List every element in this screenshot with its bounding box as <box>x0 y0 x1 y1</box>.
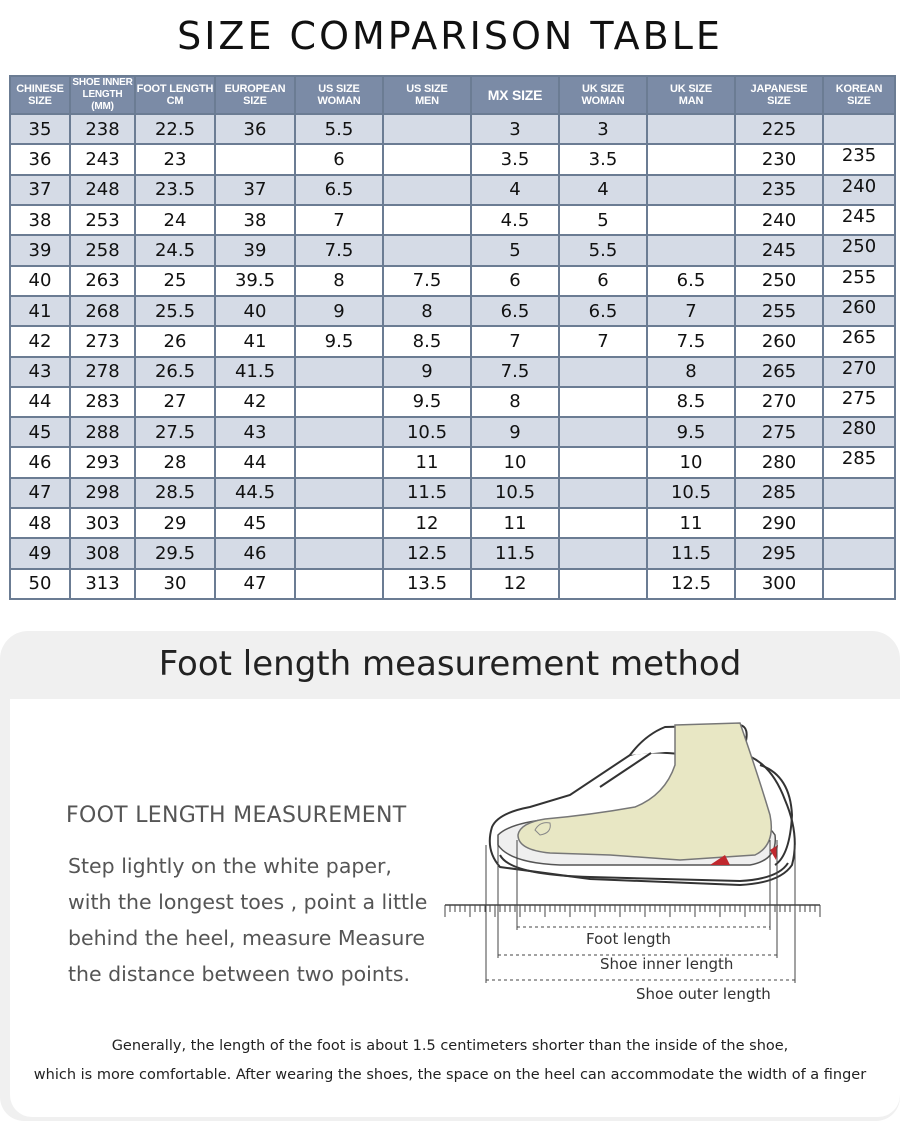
table-cell <box>295 357 383 387</box>
table-cell: 9.5 <box>295 326 383 356</box>
column-header: EUROPEAN SIZE <box>215 76 295 114</box>
table-cell: 4 <box>559 175 647 205</box>
table-cell: 5.5 <box>295 114 383 144</box>
table-cell: 11 <box>471 508 559 538</box>
table-header-row <box>10 76 895 114</box>
table-cell: 10.5 <box>383 417 471 447</box>
table-cell: 280 <box>735 447 823 477</box>
table-row <box>10 447 895 477</box>
table-cell: 4 <box>471 175 559 205</box>
table-cell <box>295 538 383 568</box>
table-cell: 11 <box>647 508 735 538</box>
table-cell: 45 <box>10 417 70 447</box>
table-cell: 288 <box>70 417 135 447</box>
table-cell: 23.5 <box>135 175 215 205</box>
table-cell: 6.5 <box>647 266 735 296</box>
table-cell: 46 <box>215 538 295 568</box>
table-cell: 10.5 <box>471 478 559 508</box>
table-cell: 238 <box>70 114 135 144</box>
table-cell: 260 <box>823 296 895 326</box>
instruction-line: behind the heel, measure Measure <box>68 926 425 950</box>
table-cell: 11.5 <box>383 478 471 508</box>
table-cell: 44 <box>10 387 70 417</box>
table-cell: 290 <box>735 508 823 538</box>
table-cell <box>559 478 647 508</box>
table-cell: 44 <box>215 447 295 477</box>
table-cell: 35 <box>10 114 70 144</box>
page-title: SIZE COMPARISON TABLE <box>177 14 723 58</box>
table-cell <box>295 417 383 447</box>
table-cell <box>295 387 383 417</box>
table-cell <box>823 538 895 568</box>
table-cell: 268 <box>70 296 135 326</box>
table-cell: 248 <box>70 175 135 205</box>
table-cell <box>823 478 895 508</box>
table-cell: 7 <box>647 296 735 326</box>
column-header: KOREAN SIZE <box>823 76 895 114</box>
table-cell: 41.5 <box>215 357 295 387</box>
table-cell <box>559 387 647 417</box>
table-cell: 8 <box>383 296 471 326</box>
table-cell: 25.5 <box>135 296 215 326</box>
table-cell <box>559 538 647 568</box>
table-cell: 5.5 <box>559 235 647 265</box>
table-cell: 29 <box>135 508 215 538</box>
table-cell: 39 <box>215 235 295 265</box>
table-cell: 41 <box>215 326 295 356</box>
table-cell: 8.5 <box>647 387 735 417</box>
table-cell: 7.5 <box>647 326 735 356</box>
table-cell: 47 <box>215 569 295 599</box>
table-cell: 9 <box>295 296 383 326</box>
table-cell: 25 <box>135 266 215 296</box>
table-cell: 265 <box>823 326 895 356</box>
table-cell: 12.5 <box>647 569 735 599</box>
table-cell: 9 <box>471 417 559 447</box>
table-cell: 27 <box>135 387 215 417</box>
measurement-subheading: FOOT LENGTH MEASUREMENT <box>66 803 407 828</box>
table-cell: 3.5 <box>471 144 559 174</box>
table-cell: 260 <box>735 326 823 356</box>
column-header: US SIZE WOMAN <box>295 76 383 114</box>
table-cell: 49 <box>10 538 70 568</box>
table-row <box>10 326 895 356</box>
table-cell: 7.5 <box>471 357 559 387</box>
table-cell: 28 <box>135 447 215 477</box>
table-cell: 243 <box>70 144 135 174</box>
table-cell: 24 <box>135 205 215 235</box>
table-cell: 6 <box>295 144 383 174</box>
table-cell: 3 <box>471 114 559 144</box>
column-header: CHINESE SIZE <box>10 76 70 114</box>
table-cell <box>383 144 471 174</box>
table-cell: 9.5 <box>383 387 471 417</box>
column-header: US SIZE MEN <box>383 76 471 114</box>
table-cell: 10 <box>471 447 559 477</box>
table-cell <box>559 508 647 538</box>
table-cell: 275 <box>735 417 823 447</box>
table-cell: 265 <box>735 357 823 387</box>
table-cell <box>559 417 647 447</box>
shoe-inner-length-label: Shoe inner length <box>600 955 734 973</box>
table-cell: 44.5 <box>215 478 295 508</box>
foot-length-label: Foot length <box>586 930 671 948</box>
table-cell: 7 <box>295 205 383 235</box>
table-cell: 8 <box>295 266 383 296</box>
table-cell: 13.5 <box>383 569 471 599</box>
table-row <box>10 175 895 205</box>
table-row <box>10 114 895 144</box>
table-body <box>10 114 895 599</box>
table-cell: 6.5 <box>295 175 383 205</box>
table-cell: 6 <box>471 266 559 296</box>
table-cell: 255 <box>735 296 823 326</box>
table-row <box>10 417 895 447</box>
table-cell: 270 <box>823 357 895 387</box>
table-cell: 298 <box>70 478 135 508</box>
table-cell: 300 <box>735 569 823 599</box>
table-cell: 278 <box>70 357 135 387</box>
column-header: MX SIZE <box>471 76 559 114</box>
table-cell: 8 <box>647 357 735 387</box>
table-cell: 39.5 <box>215 266 295 296</box>
table-cell <box>295 508 383 538</box>
table-row <box>10 478 895 508</box>
table-cell: 7.5 <box>383 266 471 296</box>
table-cell: 275 <box>823 387 895 417</box>
table-cell <box>647 175 735 205</box>
table-cell: 43 <box>215 417 295 447</box>
table-cell: 11.5 <box>471 538 559 568</box>
table-cell <box>383 235 471 265</box>
table-cell: 41 <box>10 296 70 326</box>
table-cell: 5 <box>559 205 647 235</box>
table-cell: 29.5 <box>135 538 215 568</box>
table-cell <box>215 144 295 174</box>
table-cell: 258 <box>70 235 135 265</box>
table-cell <box>647 114 735 144</box>
table-cell: 6.5 <box>559 296 647 326</box>
table-cell <box>295 478 383 508</box>
table-row <box>10 538 895 568</box>
table-cell: 8 <box>471 387 559 417</box>
table-cell: 12 <box>383 508 471 538</box>
table-cell: 11.5 <box>647 538 735 568</box>
table-cell: 45 <box>215 508 295 538</box>
table-cell: 313 <box>70 569 135 599</box>
shoe-outer-length-label: Shoe outer length <box>636 985 771 1003</box>
table-cell: 30 <box>135 569 215 599</box>
table-cell: 10.5 <box>647 478 735 508</box>
table-cell: 7 <box>471 326 559 356</box>
section-heading: Foot length measurement method <box>158 644 742 684</box>
table-cell: 38 <box>10 205 70 235</box>
table-cell: 7.5 <box>295 235 383 265</box>
table-cell <box>823 569 895 599</box>
table-cell: 6 <box>559 266 647 296</box>
table-cell <box>383 114 471 144</box>
table-cell: 12.5 <box>383 538 471 568</box>
footnote-line-2: which is more comfortable. After wearing the shoes, the space on the heel can accommodate the width of a finger <box>33 1067 867 1083</box>
table-cell: 295 <box>735 538 823 568</box>
size-comparison-table <box>9 75 896 600</box>
table-cell: 3.5 <box>559 144 647 174</box>
table-cell: 26 <box>135 326 215 356</box>
table-cell: 39 <box>10 235 70 265</box>
column-header: SHOE INNER LENGTH (MM) <box>70 76 135 114</box>
measurement-instructions <box>68 848 438 992</box>
table-cell: 47 <box>10 478 70 508</box>
table-cell: 11 <box>383 447 471 477</box>
table-cell <box>295 447 383 477</box>
table-cell: 250 <box>823 235 895 265</box>
ruler <box>445 905 820 917</box>
table-cell: 280 <box>823 417 895 447</box>
table-cell: 42 <box>10 326 70 356</box>
table-cell: 40 <box>215 296 295 326</box>
table-row <box>10 569 895 599</box>
table-cell: 263 <box>70 266 135 296</box>
table-cell <box>559 357 647 387</box>
table-cell: 40 <box>10 266 70 296</box>
column-header: JAPANESE SIZE <box>735 76 823 114</box>
table-cell <box>295 569 383 599</box>
table-cell <box>559 569 647 599</box>
table-cell: 240 <box>735 205 823 235</box>
table-cell: 46 <box>10 447 70 477</box>
table-cell <box>647 144 735 174</box>
table-cell <box>823 114 895 144</box>
table-cell: 8.5 <box>383 326 471 356</box>
table-cell: 5 <box>471 235 559 265</box>
table-cell: 240 <box>823 175 895 205</box>
foot-measurement-diagram <box>440 715 840 1015</box>
table-cell: 285 <box>823 447 895 477</box>
table-cell: 6.5 <box>471 296 559 326</box>
table-cell: 245 <box>823 205 895 235</box>
table-cell: 225 <box>735 114 823 144</box>
table-cell: 7 <box>559 326 647 356</box>
table-cell <box>383 175 471 205</box>
table-cell: 245 <box>735 235 823 265</box>
footnote-line-1: Generally, the length of the foot is about 1.5 centimeters shorter than the inside of the shoe, <box>111 1038 789 1054</box>
table-cell: 28.5 <box>135 478 215 508</box>
table-cell <box>647 205 735 235</box>
table-cell: 12 <box>471 569 559 599</box>
table-cell: 270 <box>735 387 823 417</box>
table-cell: 37 <box>10 175 70 205</box>
table-cell: 42 <box>215 387 295 417</box>
column-header: FOOT LENGTH CM <box>135 76 215 114</box>
table-row <box>10 266 895 296</box>
table-cell: 36 <box>10 144 70 174</box>
table-cell: 26.5 <box>135 357 215 387</box>
table-cell: 48 <box>10 508 70 538</box>
instruction-line: with the longest toes , point a little <box>68 890 428 914</box>
table-cell: 273 <box>70 326 135 356</box>
instruction-line: the distance between two points. <box>68 962 411 986</box>
table-cell: 230 <box>735 144 823 174</box>
table-cell: 9 <box>383 357 471 387</box>
table-row <box>10 357 895 387</box>
table-cell: 235 <box>735 175 823 205</box>
table-cell: 4.5 <box>471 205 559 235</box>
table-row <box>10 508 895 538</box>
table-row <box>10 144 895 174</box>
table-cell: 285 <box>735 478 823 508</box>
instruction-line: Step lightly on the white paper, <box>68 854 392 878</box>
table-cell: 283 <box>70 387 135 417</box>
table-row <box>10 235 895 265</box>
table-cell: 3 <box>559 114 647 144</box>
table-cell: 43 <box>10 357 70 387</box>
table-cell: 22.5 <box>135 114 215 144</box>
table-cell: 27.5 <box>135 417 215 447</box>
column-header: UK SIZE MAN <box>647 76 735 114</box>
table-cell <box>559 447 647 477</box>
table-cell: 303 <box>70 508 135 538</box>
table-cell <box>823 508 895 538</box>
table-cell: 38 <box>215 205 295 235</box>
table-row <box>10 296 895 326</box>
table-cell <box>383 205 471 235</box>
table-cell: 23 <box>135 144 215 174</box>
table-cell: 308 <box>70 538 135 568</box>
table-row <box>10 387 895 417</box>
table-cell: 10 <box>647 447 735 477</box>
table-cell <box>647 235 735 265</box>
table-cell: 235 <box>823 144 895 174</box>
table-cell: 50 <box>10 569 70 599</box>
column-header: UK SIZE WOMAN <box>559 76 647 114</box>
table-cell: 9.5 <box>647 417 735 447</box>
table-cell: 24.5 <box>135 235 215 265</box>
table-cell: 36 <box>215 114 295 144</box>
table-cell: 293 <box>70 447 135 477</box>
table-cell: 255 <box>823 266 895 296</box>
table-cell: 250 <box>735 266 823 296</box>
table-cell: 37 <box>215 175 295 205</box>
table-cell: 253 <box>70 205 135 235</box>
table-row <box>10 205 895 235</box>
